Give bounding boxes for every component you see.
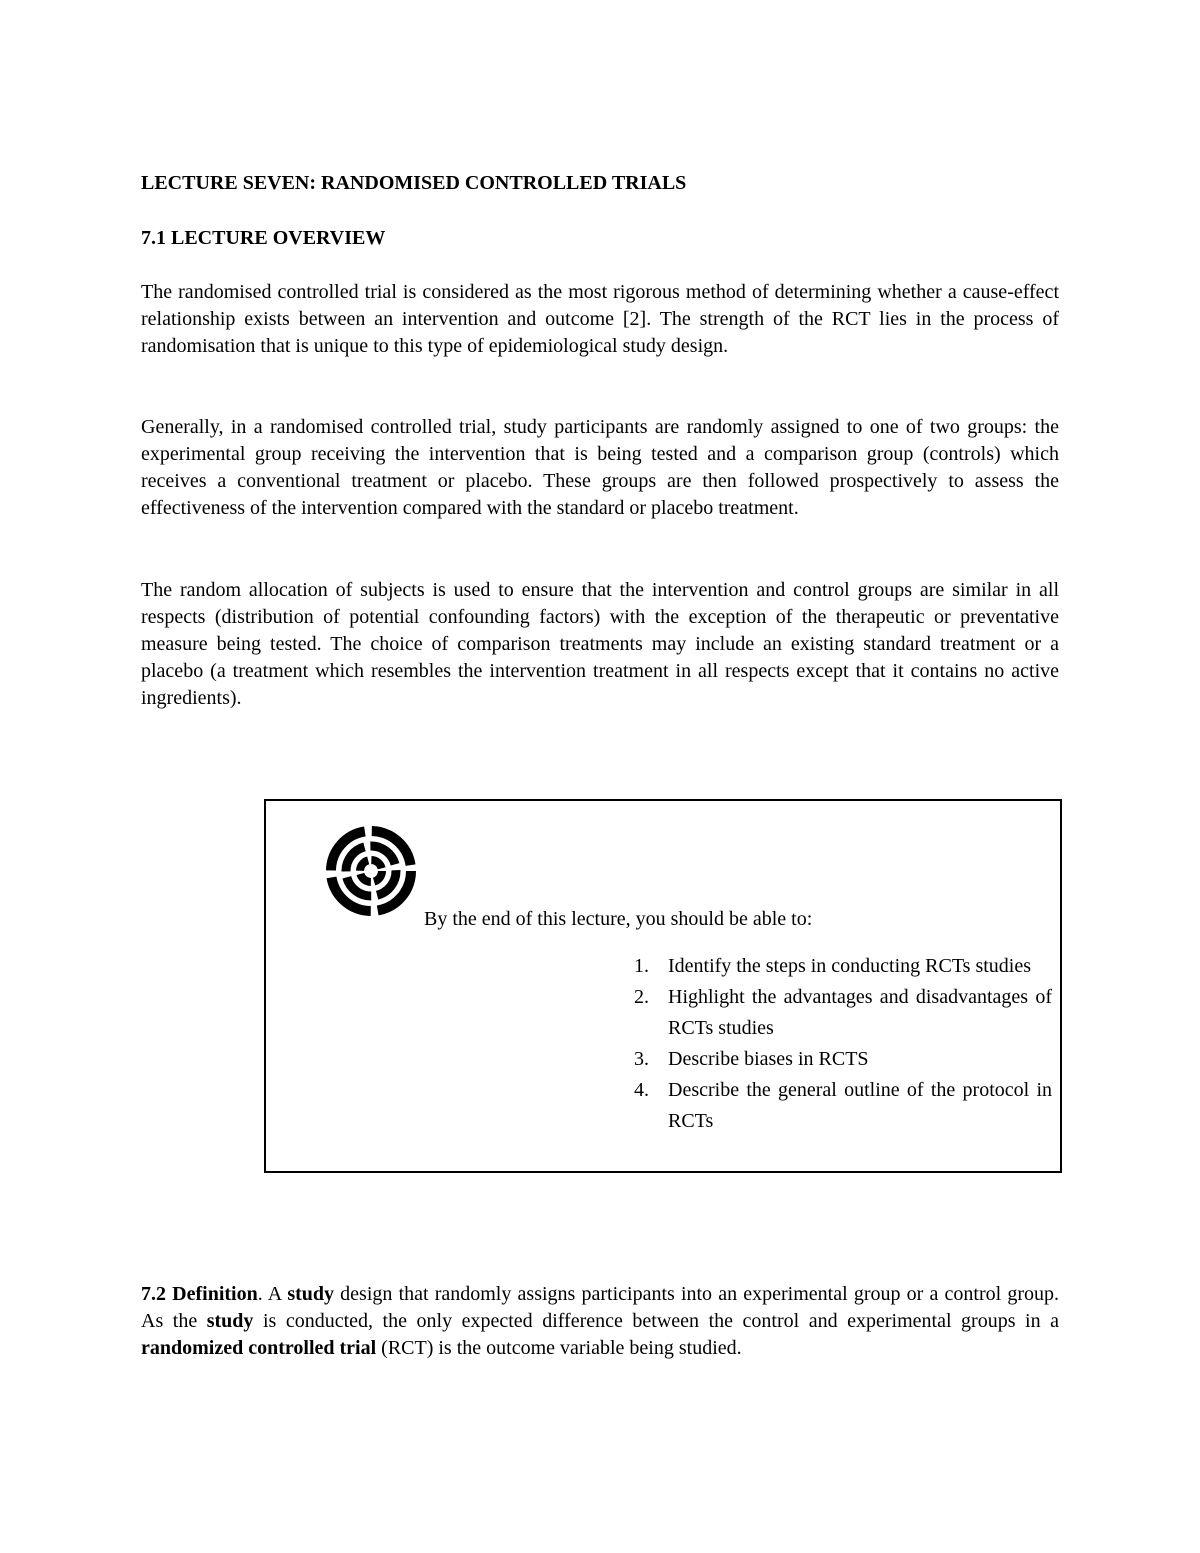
list-item-text: Highlight the advantages and disadvantages of RCTs studies (668, 986, 1052, 1039)
list-item-number: 1. (634, 955, 649, 977)
overview-paragraph: Generally, in a randomised controlled trial, study participants are randomly assigned to one of two groups: the experimental group receiving the intervention that is being tested and a comparison group (controls) which receives a conventional treatment or placebo. These groups are then followed prospectively to assess the effectiveness of the intervention compared with the standard or placebo treatment. (141, 416, 1059, 519)
objectives-list (634, 951, 1052, 1137)
list-item (634, 1075, 1052, 1137)
list-item-text: Identify the steps in conducting RCTs studies (668, 955, 1032, 977)
list-item-number: 3. (634, 1048, 649, 1070)
definition-text: (RCT) is the outcome variable being studied. (376, 1337, 742, 1359)
definition-text: design that randomly assigns participants into an experimental group or a control group. As the (141, 1283, 1059, 1332)
definition-emphasis: study (206, 1310, 254, 1332)
section-heading-overview: 7.1 LECTURE OVERVIEW (141, 227, 386, 249)
definition-paragraph (141, 1281, 1059, 1362)
definition-text: is conducted, the only expected difference between the control and experimental groups in a (253, 1310, 1059, 1332)
target-icon (324, 817, 418, 925)
list-item-number: 2. (634, 986, 649, 1008)
list-item (634, 951, 1052, 982)
list-item-number: 4. (634, 1079, 649, 1101)
overview-paragraph: The random allocation of subjects is used to ensure that the intervention and control groups are similar in all respects (distribution of potential confounding factors) with the exception of the therapeutic or preventative measure being tested. The choice of comparison treatments may include an existing standard treatment or a placebo (a treatment which resembles the intervention treatment in all respects except that it contains no active ingredients). (141, 579, 1059, 709)
objectives-lead-in: By the end of this lecture, you should be able to: (424, 908, 813, 930)
list-item-text: Describe the general outline of the protocol in RCTs (668, 1079, 1052, 1132)
learning-objectives-box (264, 799, 1062, 1173)
list-item (634, 1044, 1052, 1075)
overview-paragraph: The randomised controlled trial is considered as the most rigorous method of determining whether a cause-effect relationship exists between an intervention and outcome [2]. The strength of the RCT lies in the process of randomisation that is unique to this type of epidemiological study design. (141, 281, 1059, 357)
list-item (634, 982, 1052, 1044)
definition-emphasis: study (287, 1283, 335, 1305)
definition-emphasis: randomized controlled trial (141, 1337, 377, 1359)
definition-text: . A (257, 1283, 288, 1305)
document-title: LECTURE SEVEN: RANDOMISED CONTROLLED TRIALS (141, 172, 687, 194)
section-heading-definition: 7.2 Definition (141, 1283, 258, 1305)
list-item-text: Describe biases in RCTS (668, 1048, 869, 1070)
